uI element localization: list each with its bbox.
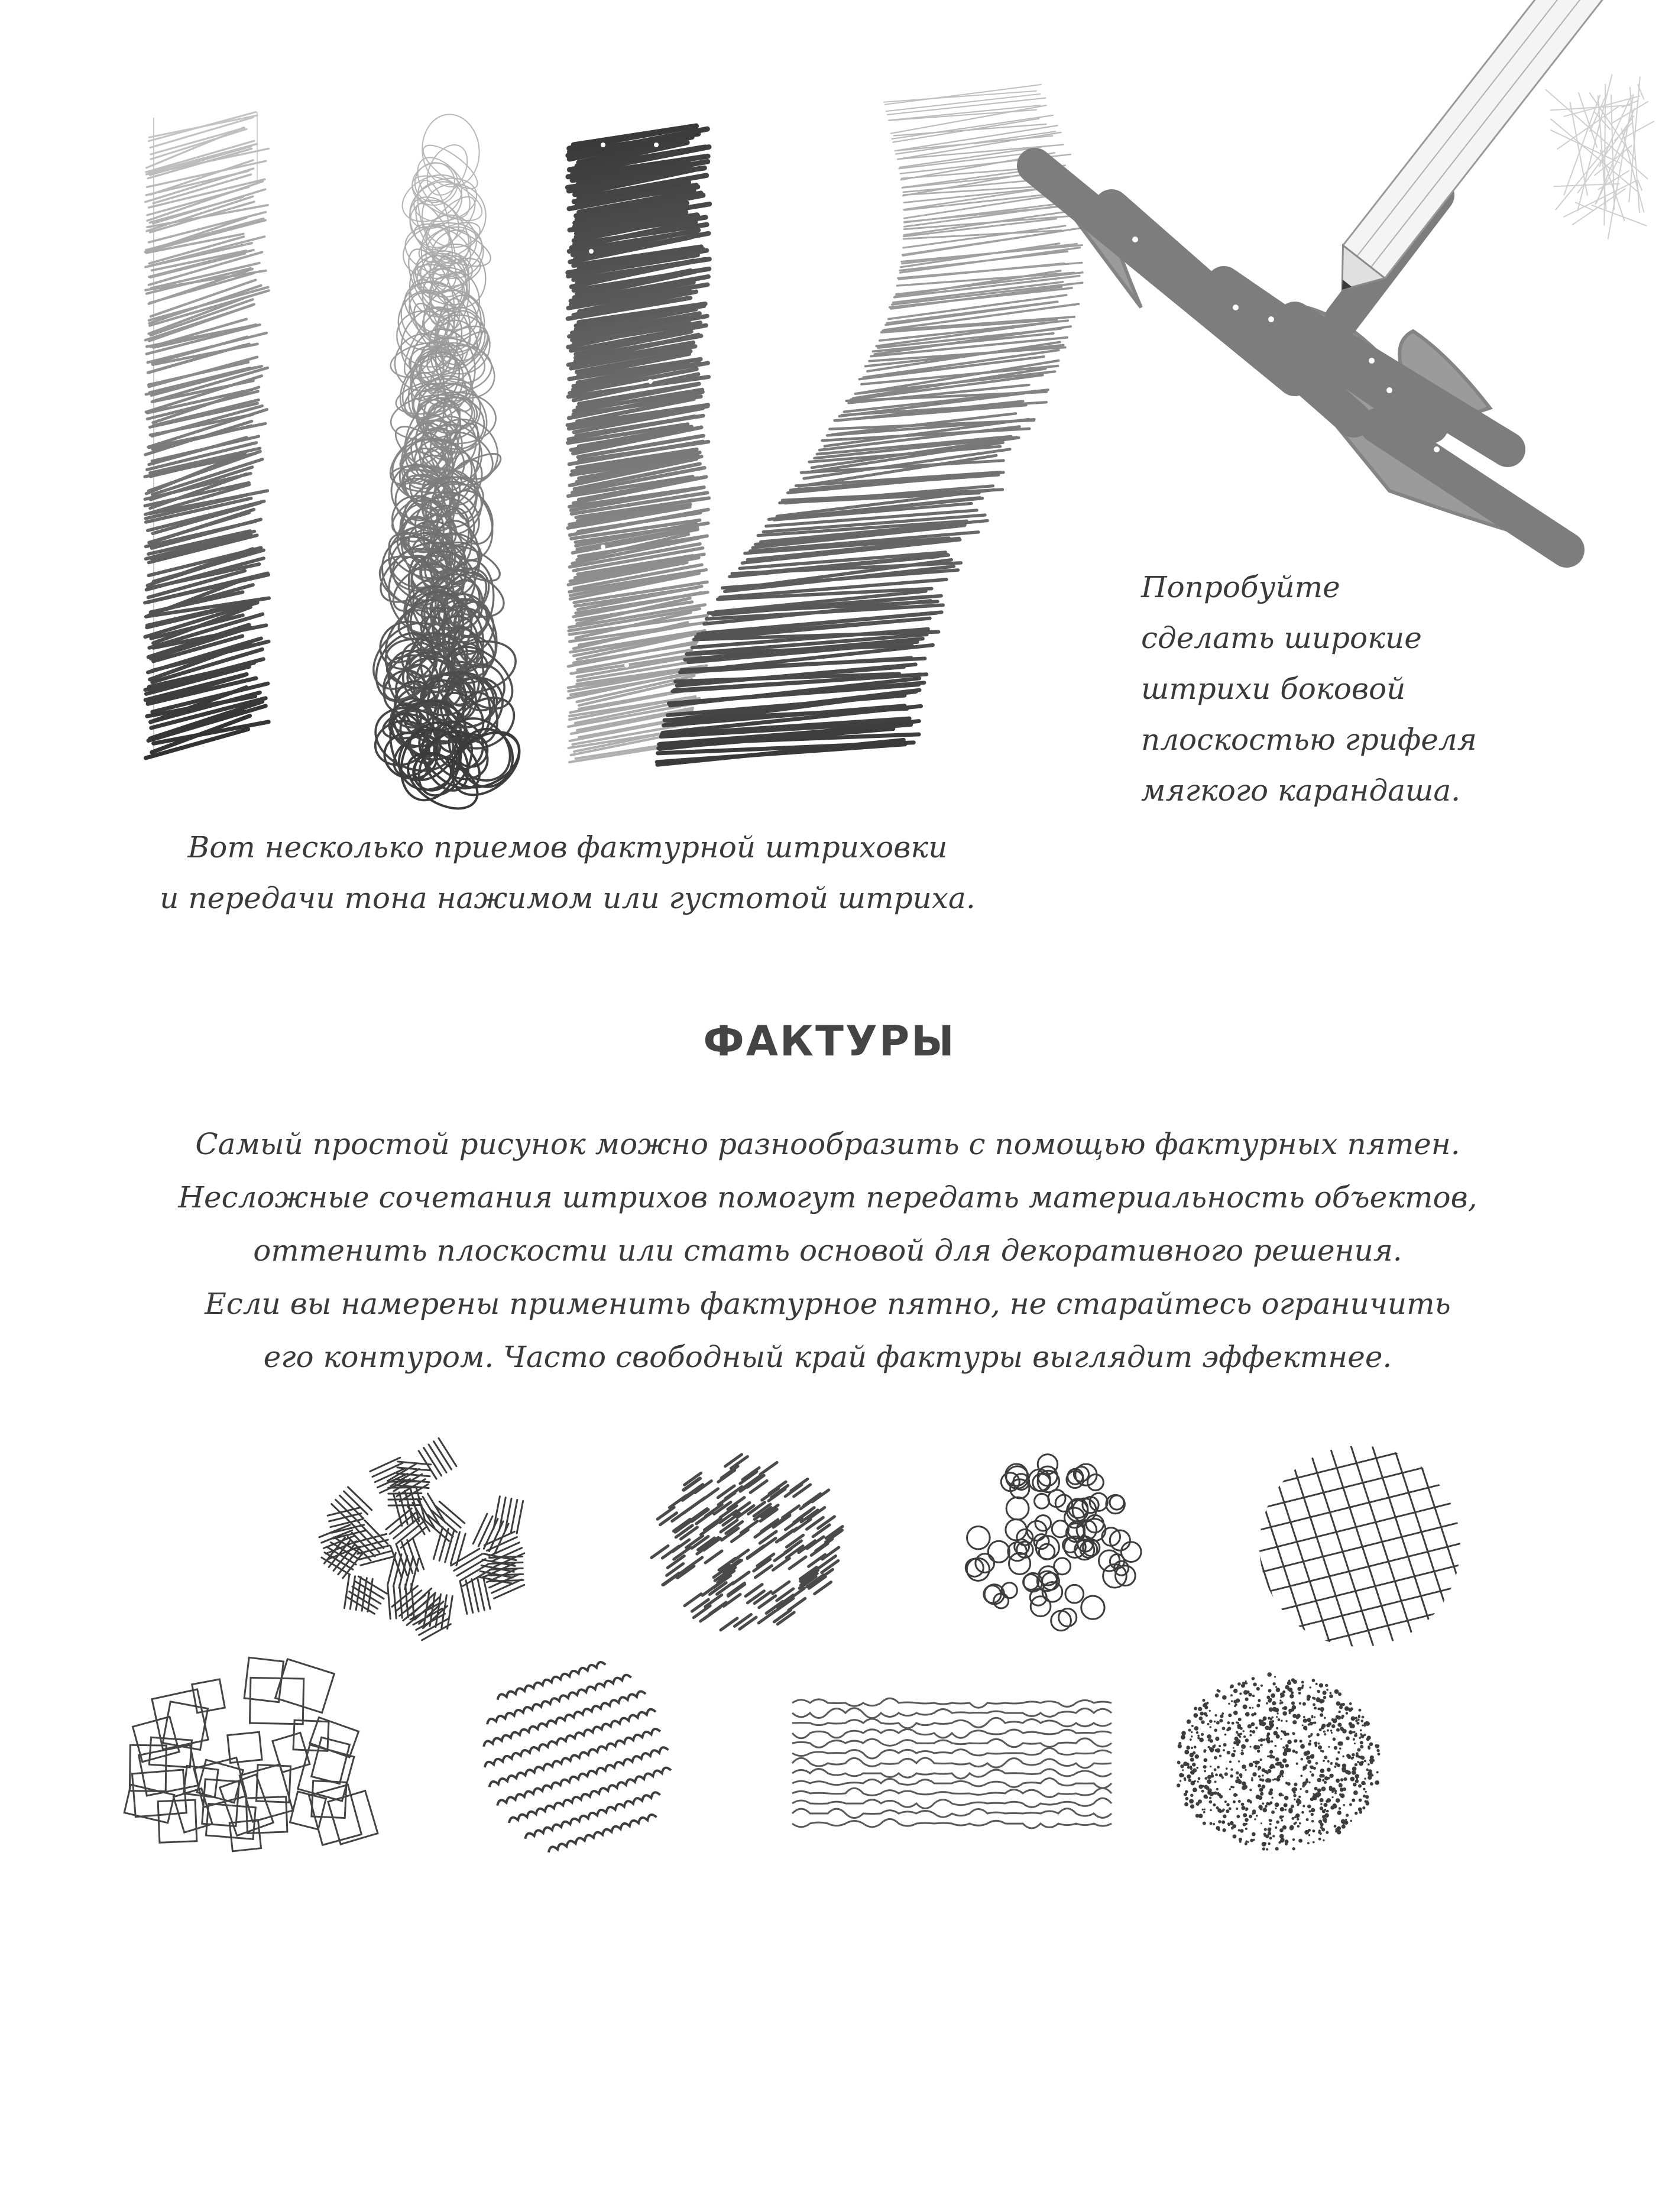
- pencil-caption-line: сделать широкие: [1141, 621, 1422, 655]
- paragraph-line: Если вы намерены применить фактурное пятно, не старайтесь ограничить: [205, 1287, 1451, 1321]
- texture-short-strokes: [644, 1449, 851, 1638]
- texture-waves: [473, 1662, 674, 1857]
- section-heading: ФАКТУРЫ: [703, 1017, 956, 1065]
- hatching-caption-line: и передачи тона нажимом или густотой штриха.: [160, 881, 976, 915]
- texture-squares: [130, 1650, 378, 1863]
- texture-wavy-lines: [786, 1691, 1106, 1839]
- texture-dash-clusters: [319, 1443, 532, 1650]
- paragraph-line: его контуром. Часто свободный край фактуры выглядит эффектнее.: [263, 1340, 1392, 1374]
- pencil-caption-line: штрихи боковой: [1141, 672, 1406, 706]
- pencil-caption: [1141, 562, 1590, 816]
- pencil-broad-strokes: [1023, 0, 1659, 568]
- pencil-caption-line: Попробуйте: [1141, 570, 1340, 604]
- paragraph-line: оттенить плоскости или стать основой для декоративного решения.: [253, 1233, 1402, 1268]
- texture-circles: [952, 1449, 1147, 1638]
- zigzag-hatching-column: [751, 95, 1058, 775]
- scribble-loops-column: [355, 136, 532, 792]
- paragraph-line: Самый простой рисунок можно разнообразить с помощью фактурных пятен.: [195, 1127, 1460, 1161]
- pencil-caption-line: мягкого карандаша.: [1141, 773, 1461, 808]
- hatching-caption-line: Вот несколько приемов фактурной штриховки: [187, 830, 948, 864]
- tone-gradient-column: [142, 112, 290, 780]
- dense-hatching-column: [568, 133, 727, 783]
- pencil-caption-line: плоскостью грифеля: [1141, 723, 1477, 757]
- texture-stipple-dots: [1159, 1667, 1395, 1857]
- intro-paragraph: [118, 1118, 1537, 1384]
- texture-crosshatch: [1253, 1437, 1466, 1656]
- hatching-caption: [118, 822, 1017, 924]
- paragraph-line: Несложные сочетания штрихов помогут передать материальность объектов,: [178, 1180, 1477, 1215]
